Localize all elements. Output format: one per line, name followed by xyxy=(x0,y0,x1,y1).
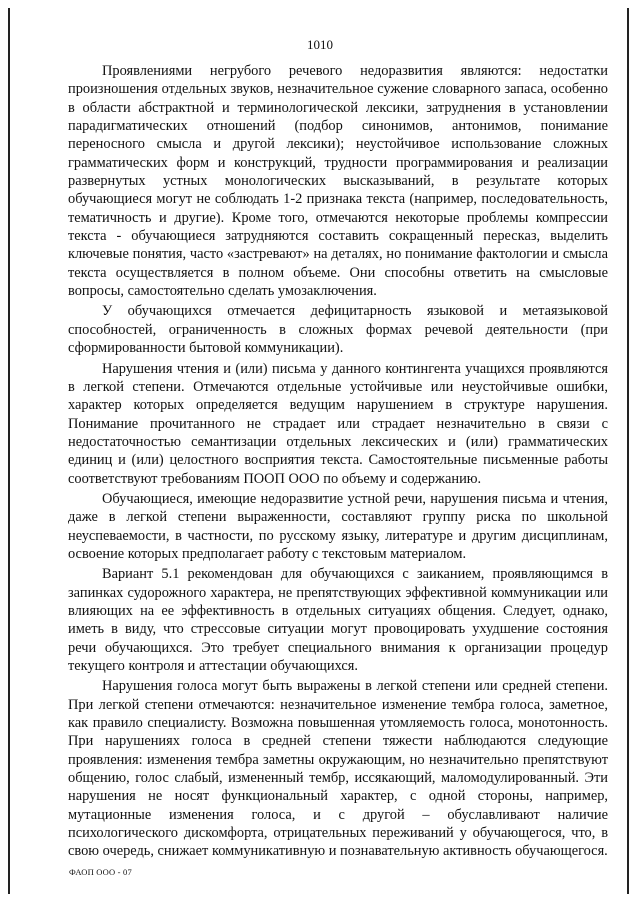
document-body xyxy=(68,62,608,863)
paragraph: Нарушения голоса могут быть выражены в легкой степени или средней степени. При легкой степени отмечаются: незначительное изменение тембра голоса, заметное, как правило специалисту. Возможна повышенная утомляемость голоса, монотонность. При нарушениях голоса в средней степени тяжести наблюдаются следующие проявления: изменения тембра заметны окружающим, но незначительно препятствуют общению, голос слабый, измененный тембр, иссякающий, маломодулированный. Эти нарушения не носят функциональный характер, с одной стороны, например, мутационные изменения голоса, и с другой – обуславливают наличие психологического дискомфорта, отрицательных переживаний у обучающегося, что, в свою очередь, снижает коммуникативную и познавательную активность обучающегося. xyxy=(68,678,608,860)
paragraph: Проявлениями негрубого речевого недоразвития являются: недостатки произношения отдельных звуков, незначительное сужение словарного запаса, особенно в области абстрактной и терминологической лексики, затруднения в установлении парадигматических отношений (подбор синонимов, антонимов, понимание переносного смысла и другой лексики); неустойчивое использование сложных грамматических форм и конструкций, трудности программирования и реализации развернутых устных монологических высказываний, в результате которых обучающиеся могут не соблюдать 1-2 признака текста (например, последовательность, тематичность и другие). Кроме того, отмечаются некоторые проблемы компрессии текста - обучающиеся затрудняются составить сокращенный пересказ, выделить ключевые понятия, часто «застревают» на деталях, но понимание фактологии и смысла текста осуществляется в полном объеме. Они способны ответить на смысловые вопросы, самостоятельно сделать умозаключения. xyxy=(68,63,608,300)
paragraph: Вариант 5.1 рекомендован для обучающихся с заиканием, проявляющимся в запинках судорожного характера, не препятствующих эффективной коммуникации или влияющих на ее эффективность в отдельных ситуациях общения. Следует, однако, иметь в виду, что стрессовые ситуации могут провоцировать ухудшение состояния речи обучающихся. Это требует специального внимания к организации процедур текущего контроля и аттестации обучающихся. xyxy=(68,566,608,674)
paragraph: Обучающиеся, имеющие недоразвитие устной речи, нарушения письма и чтения, даже в легкой степени выраженности, составляют группу риска по школьной неуспеваемости, в частности, по русскому языку, литературе и другим дисциплинам, освоение которых предполагает работу с текстовым материалом. xyxy=(68,490,608,562)
page-footer: ФАОП ООО - 07 xyxy=(69,867,132,877)
paragraph: Нарушения чтения и (или) письма у данного контингента учащихся проявляются в легкой степени. Отмечаются отдельные устойчивые или неустойчивые ошибки, характер которых определяется ведущим нарушением в структуре нарушения. Понимание прочитанного не страдает или страдает незначительно в связи с недостаточностью семантизации отдельных лексических и (или) грамматических единиц и (или) целостного восприятия текста. Самостоятельные письменные работы соответствуют требованиям ПООП ООО по объему и содержанию. xyxy=(68,360,608,487)
paragraph: У обучающихся отмечается дефицитарность языковой и метаязыковой способностей, ограниченность в сложных формах речевой деятельности (при сформированности бытовой коммуникации). xyxy=(68,303,608,357)
page-number: 1010 xyxy=(307,37,333,52)
